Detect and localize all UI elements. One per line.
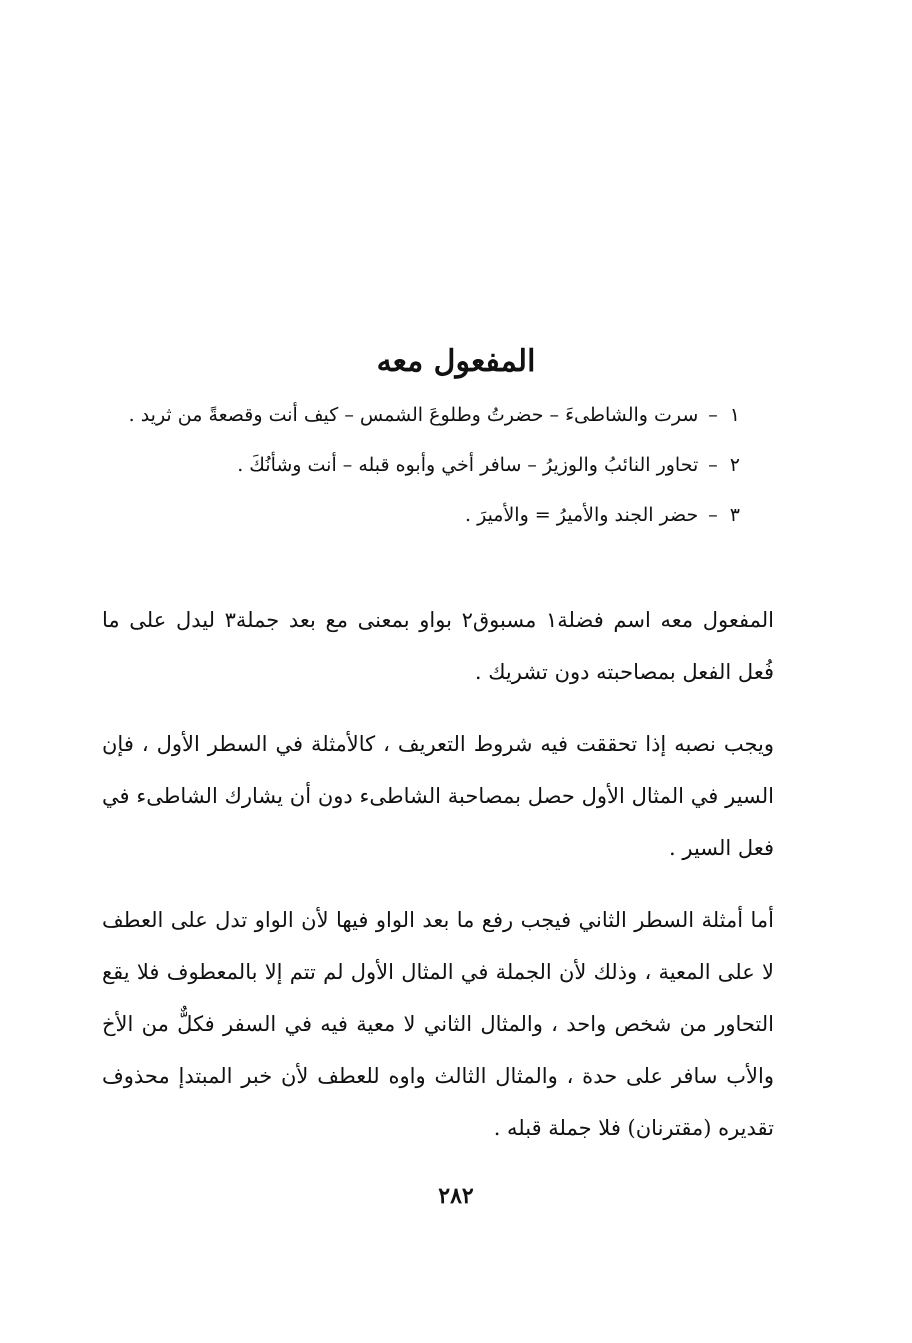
example-number: ١	[729, 404, 740, 426]
example-number: ٢	[729, 454, 740, 476]
example-item	[100, 390, 740, 440]
example-number: ٣	[729, 504, 740, 526]
page-title: المفعول معه	[376, 344, 536, 380]
definition-paragraph: المفعول معه اسم فضلة١ مسبوق٢ بواو بمعنى مع بعد جملة٣ ليدل على ما فُعل الفعل بمصاحبته دون تشريك .	[102, 608, 774, 684]
example-item	[100, 490, 740, 540]
example-item	[100, 440, 740, 490]
example-dash: –	[708, 454, 718, 476]
examples-list	[100, 390, 740, 540]
example-text: سرت والشاطىءَ – حضرتُ وطلوعَ الشمس – كيف أنت وقصعةً من ثريد .	[128, 404, 699, 426]
page-number: ٢٨٢	[438, 1183, 474, 1209]
example-dash: –	[708, 504, 718, 526]
example-text: حضر الجند والأميرُ = والأميرَ .	[465, 504, 699, 526]
example-text: تحاور النائبُ والوزيرُ – سافر أخي وأبوه قبله – أنت وشأنُكَ .	[237, 454, 699, 476]
accusative-rule-paragraph: ويجب نصبه إذا تحققت فيه شروط التعريف ، كالأمثلة في السطر الأول ، فإن السير في المثال الأول حصل بمصاحبة الشاطىء دون أن يشارك الشاطىء في فعل السير .	[102, 732, 774, 860]
nominative-rule-paragraph: أما أمثلة السطر الثاني فيجب رفع ما بعد الواو فيها لأن الواو تدل على العطف لا على المعية ، وذلك لأن الجملة في المثال الأول لم تتم إلا بالمعطوف فلا يقع التحاور من شخص واحد ، والمثال الثاني لا معية فيه في السفر فكلٌّ من الأخ والأب سافر على حدة ، والمثال الثالث واوه للعطف لأن خبر المبتدإ محذوف تقديره (مقترنان) فلا جملة قبله .	[102, 908, 774, 1140]
example-dash: –	[708, 404, 718, 426]
